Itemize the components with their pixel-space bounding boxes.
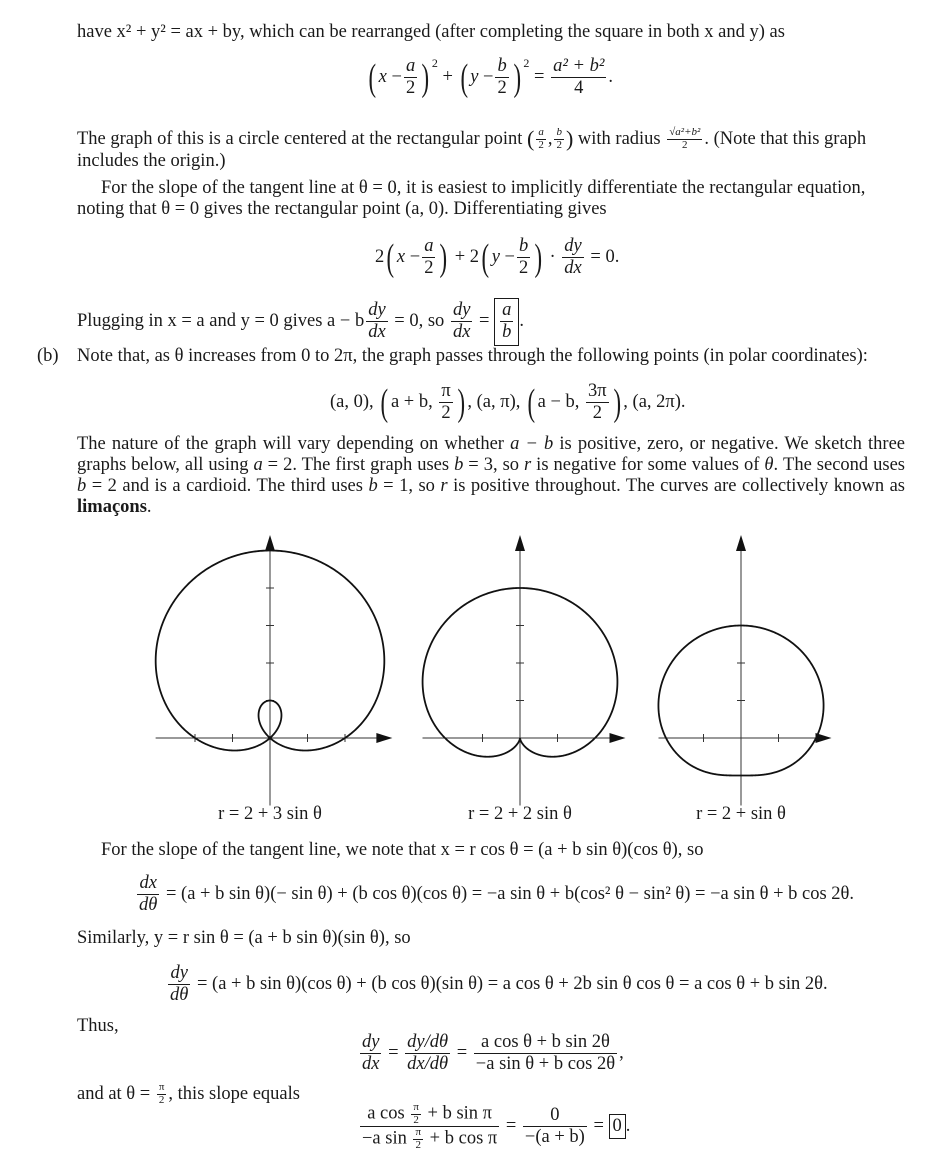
- frac-den: −(a + b): [524, 1127, 585, 1148]
- text: . (Note that this graph: [704, 128, 867, 149]
- frac-den: dθ: [139, 895, 158, 916]
- frac-den: 2: [592, 403, 602, 424]
- thus-label: Thus,: [77, 1016, 119, 1036]
- frac-num: dy/dθ: [405, 1032, 450, 1054]
- t: is positive throughout. The curves are collectively known as: [447, 476, 905, 496]
- limacon-graphs: [0, 525, 946, 825]
- t: + b sin π: [427, 1103, 493, 1124]
- rhs: = (a + b sin θ)(cos θ) + (b cos θ)(sin θ) = a cos θ + 2b sin θ cos θ = a cos θ + b sin 2θ.: [196, 974, 828, 995]
- rhs: = 0.: [590, 247, 620, 268]
- y-derivation-intro: Similarly, y = r sin θ = (a + b sin θ)(sin θ), so: [77, 928, 411, 948]
- point: a − b,: [537, 392, 580, 413]
- frac-den: 2: [424, 258, 434, 279]
- circle-equation: ( x − $\frac{a}{2}$ ) $^2$ + ( y − $\frac{b}{2}$ ) $^2$ = $\frac{\text{a² + b²}}{4}$ .: [368, 56, 614, 99]
- frac-den: dx: [564, 258, 582, 279]
- frac-num: a: [422, 236, 435, 258]
- frac-num: dy: [360, 1032, 381, 1054]
- circle-description: The graph of this is a circle centered at the rectangular point ( $\frac{a}{2}$ , $\frac{b}{2}$ ) with radius $\frac{\text{√a²+b²}}{2}$ . (Note that this graph: [77, 125, 867, 151]
- graph-caption: r = 2 + sin θ: [696, 804, 786, 824]
- limacon-description: [77, 434, 905, 518]
- y-axis-arrow-icon: [515, 535, 525, 551]
- frac-den: 2: [682, 138, 688, 151]
- coef: 2: [375, 247, 385, 268]
- part-b-label: (b): [37, 346, 59, 366]
- text: with radius: [577, 128, 661, 149]
- t: b: [368, 476, 378, 496]
- frac-num: π: [439, 381, 452, 403]
- slope-equation: $\frac{dy}{dx}$ = $\frac{dy/d\theta}{dx/d\theta}$ = $\frac{\text{a cos θ + b sin 2θ}}{\text{−a sin θ + b cos 2θ}}$ ,: [362, 1032, 624, 1075]
- term-limacons: limaçons: [77, 497, 147, 517]
- frac-den: dx: [452, 322, 471, 343]
- frac-den: 2: [441, 403, 451, 424]
- t: π: [413, 1101, 419, 1113]
- t: . The second uses: [773, 455, 905, 475]
- x-axis-arrow-icon: [376, 733, 392, 743]
- boxed-answer: 0: [609, 1114, 626, 1139]
- frac-num: dy: [562, 236, 583, 258]
- frac-num: dy: [451, 300, 472, 322]
- circle-description-line2: includes the origin.): [77, 151, 226, 171]
- frac-num: a: [404, 56, 417, 78]
- frac-num: [360, 1102, 499, 1127]
- t: θ: [764, 455, 774, 475]
- frac-den: 2: [158, 1093, 165, 1106]
- frac-den: 2: [405, 78, 416, 99]
- t: b: [77, 476, 87, 496]
- frac-den: [360, 1127, 499, 1151]
- slope-evaluation: a cos $\frac{\pi}{2}$ + b sin π −a sin $\frac{\pi}{2}$ + b cos π = $\frac{0}{-(a + b)}$ = 0 .: [362, 1101, 631, 1151]
- tail: ,: [619, 1043, 624, 1064]
- frac-den: dx/dθ: [407, 1054, 449, 1075]
- t: r: [524, 455, 532, 475]
- t: = 1, so: [377, 476, 441, 496]
- boxed-answer: [494, 298, 519, 346]
- coef: 2: [469, 247, 480, 268]
- rhs-num: a² + b²: [551, 56, 606, 78]
- frac-den: b: [502, 322, 512, 343]
- text: The graph of this is a circle centered at the rectangular point: [77, 128, 523, 149]
- frac-den: dx: [362, 1054, 380, 1075]
- frac-num: b: [517, 236, 530, 258]
- t: r: [440, 476, 448, 496]
- t: a − b: [510, 434, 554, 454]
- t: a: [253, 455, 263, 475]
- x-derivation-intro: For the slope of the tangent line, we note that x = r cos θ = (a + b sin θ)(cos θ), so: [101, 840, 704, 860]
- t: = 3, so: [463, 455, 524, 475]
- point: (a, 0),: [330, 392, 374, 413]
- point: a + b,: [390, 392, 433, 413]
- y-axis-arrow-icon: [736, 535, 746, 551]
- dy-dtheta-equation: [166, 963, 828, 1007]
- graph-caption: r = 2 + 2 sin θ: [468, 804, 572, 824]
- frac-num: dy: [168, 963, 190, 985]
- t: The nature of the graph will vary depending on whether: [77, 434, 511, 454]
- t: b: [454, 455, 464, 475]
- frac-num: b: [556, 125, 562, 138]
- text: Plugging in x = a and y = 0 gives a − b: [77, 311, 365, 332]
- plugging-in-line: Plugging in x = a and y = 0 gives a − b $\frac{dy}{dx}$ = 0, so $\frac{dy}{dx}$ = $\frac{a}{b}$ .: [77, 298, 524, 346]
- t: is positive, zero, or negative. We sketch three graphs below, all using: [77, 434, 906, 475]
- rhs-den: 4: [574, 78, 584, 99]
- intro-line: have x² + y² = ax + by, which can be rearranged (after completing the square in both x and y) as: [77, 22, 785, 42]
- t: 2: [413, 1113, 419, 1126]
- t: π: [415, 1126, 422, 1139]
- t: = 2. The first graph uses: [262, 455, 455, 475]
- frac-den: dθ: [170, 985, 189, 1006]
- dx-dtheta-equation: [135, 873, 854, 917]
- t: −a sin: [362, 1128, 407, 1149]
- t: .: [146, 497, 152, 517]
- t: is negative for some values of: [531, 455, 765, 475]
- tangent-intro-line2: noting that θ = 0 gives the rectangular point (a, 0). Differentiating gives: [77, 199, 607, 219]
- tangent-intro-line1: For the slope of the tangent line at θ = 0, it is easiest to implicitly differentiate the rectangular equation,: [101, 178, 866, 198]
- frac-den: 2: [538, 138, 544, 151]
- frac-num: a: [500, 300, 513, 322]
- frac-den: −a sin θ + b cos 2θ: [475, 1054, 616, 1075]
- x-axis-arrow-icon: [610, 733, 626, 743]
- point: , (a, π),: [467, 392, 521, 413]
- frac-num: a: [538, 125, 544, 138]
- graph-caption: r = 2 + 3 sin θ: [218, 804, 322, 824]
- text: = 0, so: [394, 311, 445, 332]
- part-b-intro: Note that, as θ increases from 0 to 2π, the graph passes through the following points (in polar coordinates):: [77, 346, 868, 366]
- t: 2: [415, 1138, 422, 1151]
- frac-num: π: [158, 1081, 165, 1093]
- polar-points: (a, 0), ( a + b, $\frac{\pi}{2}$ ) , (a, π), ( a − b, $\frac{3\pi}{2}$ ) , (a, 2π).: [330, 381, 686, 424]
- frac-num: 3π: [586, 381, 609, 403]
- implicit-derivative-equation: 2 ( x − $\frac{a}{2}$ ) + 2 ( y − $\frac{b}{2}$ ) · $\frac{dy}{dx}$ = 0.: [375, 236, 620, 279]
- frac-den: dx: [368, 322, 386, 343]
- frac-num: b: [495, 56, 508, 78]
- evaluate-intro: [77, 1082, 300, 1106]
- frac-den: 2: [497, 78, 507, 99]
- t: + b cos π: [429, 1128, 498, 1149]
- frac-num: √a²+b²: [669, 125, 701, 138]
- rhs: = (a + b sin θ)(− sin θ) + (b cos θ)(cos θ) = −a sin θ + b(cos² θ − sin² θ) = −a sin θ + b cos 2θ.: [165, 884, 855, 905]
- t: a cos: [367, 1103, 405, 1124]
- frac-den: 2: [556, 138, 562, 151]
- t: = 2 and is a cardioid. The third uses: [86, 476, 369, 496]
- point: , (a, 2π).: [623, 392, 686, 413]
- text: , this slope equals: [168, 1083, 300, 1104]
- frac-num: a cos θ + b sin 2θ: [474, 1032, 617, 1054]
- frac-num: 0: [523, 1105, 587, 1127]
- y-axis-arrow-icon: [265, 535, 275, 551]
- frac-den: 2: [518, 258, 529, 279]
- text: and at θ =: [77, 1083, 151, 1104]
- frac-num: dy: [366, 300, 387, 322]
- frac-num: dx: [137, 873, 159, 895]
